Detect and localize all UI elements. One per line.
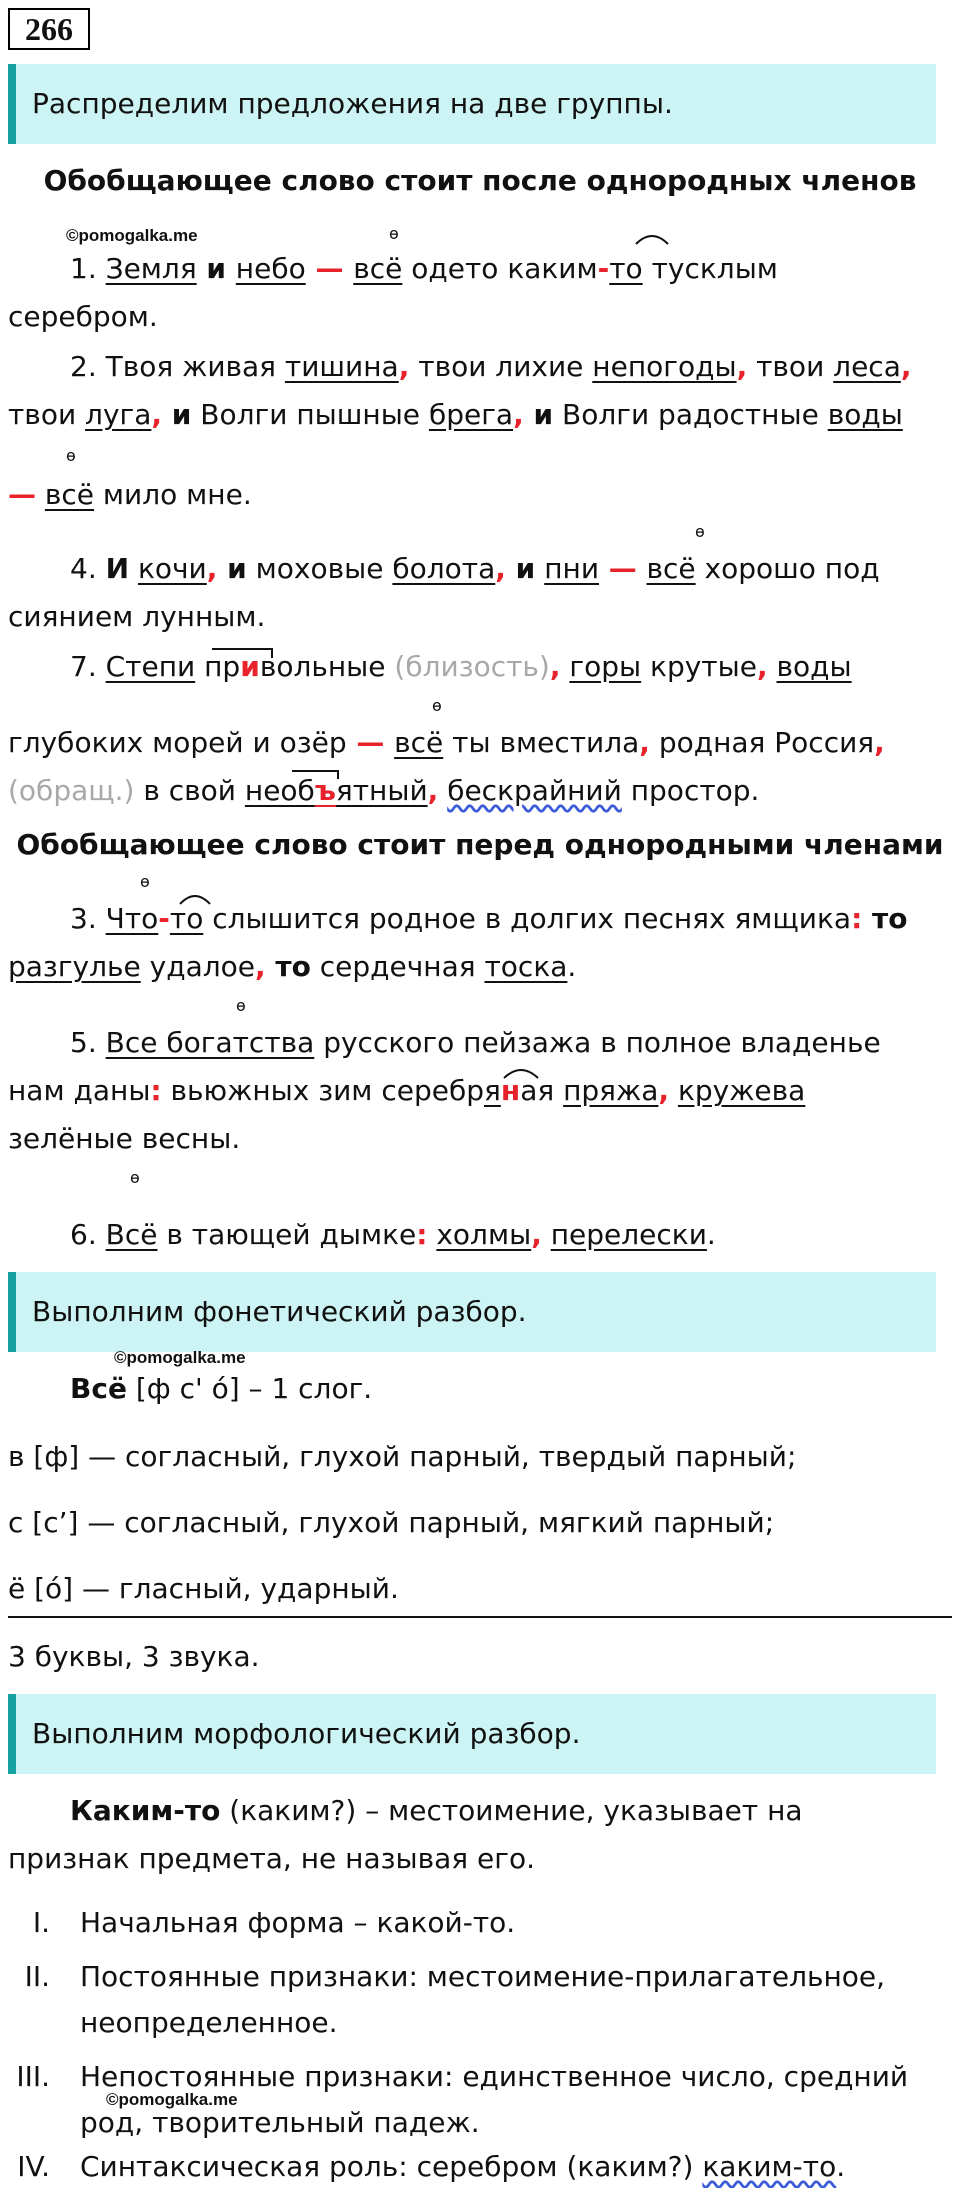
morph-item-4: Синтаксическая роль: серебром (каким?) каким-то.: [80, 2150, 846, 2183]
sentence-5-line-3: зелёные весны.: [8, 1122, 241, 1155]
morph-item-3-line-1: Непостоянные признаки: единственное число, средний: [80, 2060, 909, 2093]
banner-phonetic: Выполним фонетический разбор.: [8, 1272, 936, 1352]
morph-item-3-line-2: род, творительный падеж.: [80, 2106, 480, 2139]
sentence-5-line-1: 5. Все богатства русского пейзажа в полное владенье: [70, 1026, 881, 1059]
morph-item-number: I.: [32, 1906, 50, 1939]
banner-morph: Выполним морфологический разбор.: [8, 1694, 936, 1774]
sentence-5-line-2: нам даны: вьюжных зим серебряная пряжа, кружева: [8, 1074, 806, 1107]
stress-mark: ɵ: [695, 522, 705, 541]
stress-mark: ɵ: [66, 446, 76, 465]
banner-groups: Распределим предложения на две группы.: [8, 64, 936, 144]
morph-item-number: III.: [16, 2060, 50, 2093]
sentence-6: 6. Всё в тающей дымке: холмы, перелески.: [70, 1218, 716, 1251]
phonetic-row-1: в [ф] — согласный, глухой парный, твердый парный;: [8, 1440, 797, 1473]
stress-mark: ɵ: [130, 1168, 140, 1187]
sentence-2-line-2: твои луга, и Волги пышные брега, и Волги радостные воды: [8, 398, 903, 431]
stress-mark: ɵ: [432, 696, 442, 715]
morph-intro-line-1: Каким-то (каким?) – местоимение, указывает на: [70, 1794, 803, 1827]
watermark: ©pomogalka.me: [66, 226, 198, 245]
task-number: 266: [8, 8, 90, 50]
morph-item-2-line-2: неопределенное.: [80, 2006, 338, 2039]
sentence-2-line-3: — всё мило мне.: [8, 478, 252, 511]
sentence-1-line-2: серебром.: [8, 300, 158, 333]
phonetic-summary: 3 буквы, 3 звука.: [8, 1640, 260, 1673]
morph-item-1: Начальная форма – какой-то.: [80, 1906, 516, 1939]
morph-intro-line-2: признак предмета, не называя его.: [8, 1842, 535, 1875]
watermark: ©pomogalka.me: [106, 2090, 238, 2109]
divider: [8, 1616, 952, 1618]
sentence-7-line-3: (обращ.) в свой необъятный, бескрайний простор.: [8, 774, 760, 807]
phonetic-word: Всё [ф с' о́] – 1 слог.: [70, 1372, 373, 1405]
heading-after: Обобщающее слово стоит после однородных членов: [43, 164, 917, 197]
morpheme-suffix-arc: [634, 230, 670, 246]
phonetic-row-2: с [с’] — согласный, глухой парный, мягкий парный;: [8, 1506, 775, 1539]
heading-before: Обобщающее слово стоит перед однородными членами: [16, 828, 944, 861]
sentence-1-line-1: 1. Земля и небо — всё одето каким-то тусклым: [70, 252, 778, 285]
sentence-7-line-1: 7. Степи привольные (близость), горы крутые, воды: [70, 650, 852, 683]
sentence-2-line-1: 2. Твоя живая тишина, твои лихие непогоды, твои леса,: [70, 350, 912, 383]
sentence-3-line-1: 3. Что-то слышится родное в долгих песнях ямщика: то: [70, 902, 908, 935]
sentence-3-line-2: разгулье удалое, то сердечная тоска.: [8, 950, 577, 983]
sentence-7-line-2: глубоких морей и озёр — всё ты вместила, родная Россия,: [8, 726, 885, 759]
stress-mark: ɵ: [389, 224, 399, 243]
morph-item-2-line-1: Постоянные признаки: местоимение-прилагательное,: [80, 1960, 886, 1993]
sentence-4-line-2: сиянием лунным.: [8, 600, 266, 633]
stress-mark: ɵ: [140, 872, 150, 891]
phonetic-row-3: ё [о́] — гласный, ударный.: [8, 1572, 399, 1605]
sentence-4-line-1: 4. И кочи, и моховые болота, и пни — всё хорошо под: [70, 552, 880, 585]
watermark: ©pomogalka.me: [114, 1348, 246, 1367]
morph-item-number: II.: [24, 1960, 50, 1993]
morph-item-number: IV.: [17, 2150, 50, 2183]
stress-mark: ɵ: [236, 996, 246, 1015]
